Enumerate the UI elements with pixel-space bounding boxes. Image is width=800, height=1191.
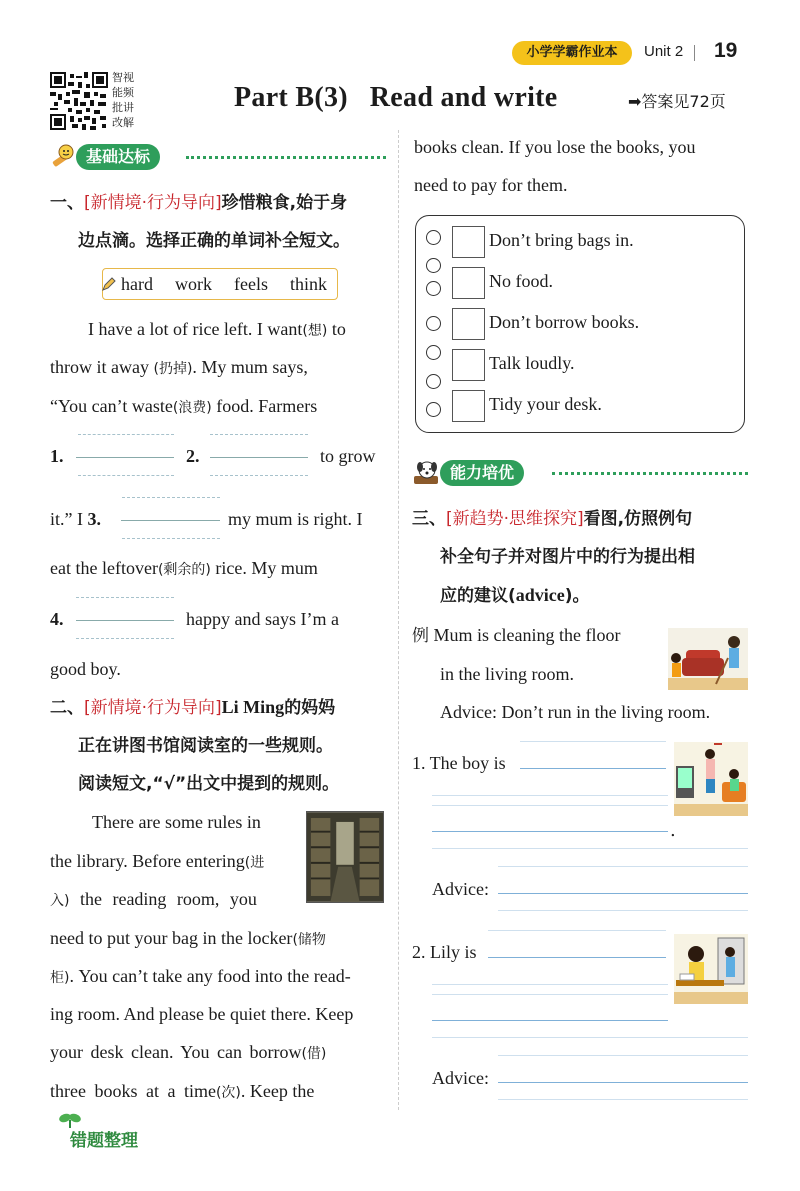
blank-3-input[interactable] (121, 503, 220, 521)
qr-code-icon[interactable] (50, 72, 108, 130)
passage-2-line-2: the library. Before entering(进 (50, 851, 265, 871)
passage-2-line-7: your desk clean. You can borrow(借) (50, 1042, 327, 1062)
item-1-picture (674, 742, 748, 816)
word-hard: hard (121, 274, 153, 294)
rule-checkbox-5[interactable] (452, 390, 485, 422)
header-divider (694, 45, 695, 61)
writing-guide (498, 910, 748, 911)
item-1-advice-label: Advice: (432, 879, 489, 899)
library-photo (306, 811, 384, 903)
ring-decoration (426, 345, 441, 360)
item-1-answer-line-1[interactable] (520, 768, 666, 769)
rule-text-5: Tidy your desk. (489, 394, 602, 414)
qr-caption: 智视 能频 批讲 改解 (112, 71, 134, 129)
passage-2-line-8: three books at a time(次). Keep the (50, 1081, 315, 1101)
item-2-answer-line-2[interactable] (432, 1020, 668, 1021)
question-3-heading-line-2: 补全句子并对图片中的行为提出相 (440, 547, 695, 567)
banner-dots (552, 472, 748, 475)
brand-badge: 小学学霸作业本 (512, 41, 632, 65)
passage-2-line-10: need to pay for them. (414, 175, 568, 195)
ring-decoration (426, 258, 441, 273)
item-2-prompt: 2. Lily is (412, 942, 477, 962)
rule-text-1: Don’t bring bags in. (489, 230, 634, 250)
blank-1-label: 1. (50, 446, 64, 466)
rule-text-3: Don’t borrow books. (489, 312, 640, 332)
item-2-picture (674, 934, 748, 1004)
passage-2-line-5: 柜). You can’t take any food into the read- (50, 966, 351, 986)
guide-line (78, 475, 174, 476)
example-line-1: 例 Mum is cleaning the floor (412, 625, 621, 646)
passage-2-line-1: There are some rules in (92, 812, 261, 832)
ring-decoration (426, 230, 441, 245)
question-2-heading-line-3: 阅读短文,“√”出文中提到的规则。 (78, 774, 340, 794)
guide-line (122, 497, 220, 498)
rule-text-4: Talk loudly. (489, 353, 575, 373)
passage-1-line-3: “You can’t waste(浪费) food. Farmers (50, 396, 318, 416)
word-bank (102, 268, 338, 300)
item-2-advice-label: Advice: (432, 1068, 489, 1088)
ring-decoration (426, 316, 441, 331)
passage-2-line-3: 入) the reading room, you (50, 889, 257, 909)
blank-4-input[interactable] (76, 603, 174, 621)
rule-checkbox-4[interactable] (452, 349, 485, 381)
writing-guide (432, 994, 668, 995)
item-2-answer-line-1[interactable] (488, 957, 666, 958)
guide-line (210, 434, 308, 435)
word-think: think (289, 274, 327, 294)
ring-decoration (426, 281, 441, 296)
word-work: work (174, 274, 212, 294)
item-1-answer-line-2[interactable] (432, 831, 668, 832)
section-banner-basic-label: 基础达标 (76, 144, 160, 170)
ring-decoration (426, 402, 441, 417)
blank-1-input[interactable] (76, 440, 174, 458)
section-banner-ability (412, 458, 752, 488)
rule-checkbox-2[interactable] (452, 267, 485, 299)
rule-row (416, 263, 746, 303)
rule-row (416, 386, 746, 426)
answer-reference: ➡答案见72页 (628, 92, 726, 111)
rule-row (416, 222, 746, 262)
period-mark: . (670, 820, 676, 841)
passage-2-line-4: need to put your bag in the locker(储物 (50, 928, 326, 948)
writing-guide (498, 1099, 748, 1100)
writing-guide (498, 1055, 748, 1056)
item-1-prompt: 1. The boy is (412, 753, 506, 773)
writing-guide (432, 984, 668, 985)
writing-guide (498, 866, 748, 867)
item-2-advice-line[interactable] (498, 1082, 748, 1083)
question-3-heading-line-3: 应的建议(advice)。 (440, 585, 590, 606)
question-1-heading: 一、[新情境·行为导向]珍惜粮食,始于身 (50, 193, 348, 213)
column-divider (398, 130, 399, 1110)
passage-1-line-4-end: to grow (320, 446, 376, 466)
question-2-heading: 二、[新情境·行为导向]Li Ming的妈妈 (50, 697, 336, 718)
rule-row (416, 304, 746, 344)
blank-4-label: 4. (50, 609, 64, 629)
writing-guide (432, 1037, 748, 1038)
passage-2-line-9: books clean. If you lose the books, you (414, 137, 696, 157)
rule-checkbox-1[interactable] (452, 226, 485, 258)
guide-line (122, 538, 220, 539)
passage-1-line-2: throw it away (扔掉). My mum says, (50, 357, 308, 377)
example-advice: Advice: Don’t run in the living room. (440, 702, 711, 722)
section-banner-basic (48, 142, 388, 172)
passage-1-line-7-end: happy and says I’m a (186, 609, 339, 629)
passage-1-line-5-start: it.” I 3. (50, 509, 101, 529)
error-notes-label: 错题整理 (70, 1131, 138, 1151)
guide-line (76, 597, 174, 598)
question-2-heading-line-2: 正在讲图书馆阅读室的一些规则。 (78, 736, 333, 756)
rule-row (416, 345, 746, 385)
blank-2-label: 2. (186, 446, 200, 466)
pencil-mascot-icon (48, 142, 78, 172)
passage-1-line-6: eat the leftover(剩余的) rice. My mum (50, 558, 318, 578)
example-picture (668, 628, 748, 690)
writing-guide (432, 848, 748, 849)
word-feels: feels (233, 274, 268, 294)
section-banner-ability-label: 能力培优 (440, 460, 524, 486)
writing-guide (488, 930, 666, 931)
passage-1-line-8: good boy. (50, 659, 121, 679)
passage-1-line-1: I have a lot of rice left. I want(想) to (88, 319, 346, 339)
blank-2-input[interactable] (210, 440, 308, 458)
writing-guide (520, 741, 666, 742)
pencil-icon (101, 276, 117, 292)
question-3-heading: 三、[新趋势·思维探究]看图,仿照例句 (412, 509, 693, 529)
question-1-heading-cont: 边点滴。选择正确的单词补全短文。 (78, 231, 350, 251)
item-1-advice-line[interactable] (498, 893, 748, 894)
rule-checkbox-3[interactable] (452, 308, 485, 340)
example-line-2: in the living room. (440, 664, 574, 684)
writing-guide (432, 805, 668, 806)
dog-mascot-icon (412, 458, 442, 488)
rule-text-2: No food. (489, 271, 553, 291)
passage-2-line-6: ing room. And please be quiet there. Keep (50, 1004, 354, 1024)
rules-checklist (415, 215, 745, 433)
guide-line (76, 638, 174, 639)
guide-line (210, 475, 308, 476)
passage-1-line-5-end: my mum is right. I (228, 509, 363, 529)
guide-line (78, 434, 174, 435)
unit-label: Unit 2 (644, 43, 684, 60)
banner-dots (186, 156, 386, 159)
writing-guide (432, 795, 668, 796)
page-number: 19 (714, 39, 738, 62)
page-title: Part B(3) Read and write (234, 82, 558, 113)
